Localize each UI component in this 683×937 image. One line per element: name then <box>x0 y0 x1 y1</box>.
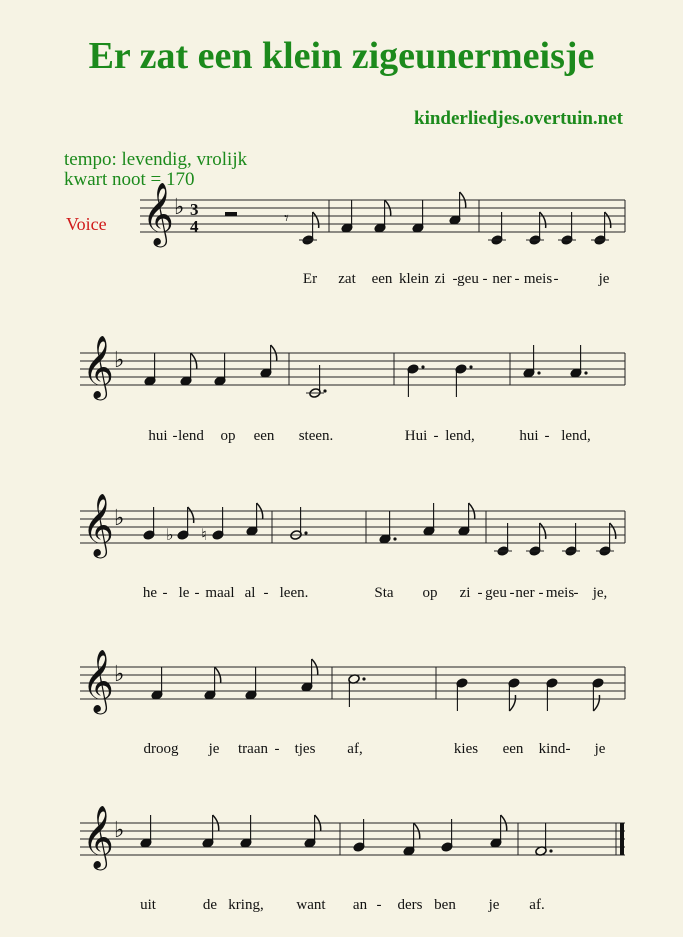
lyric-syllable: Hui <box>404 428 428 444</box>
lyric-syllable: want <box>296 897 326 913</box>
lyric-syllable: meis <box>523 271 553 287</box>
note-dot <box>362 677 365 680</box>
lyric-hyphen: - <box>263 585 269 601</box>
lyric-syllable: lend <box>178 428 204 444</box>
lyric-syllable: kring, <box>228 897 264 913</box>
lyric-syllable: de <box>202 897 218 913</box>
flat-key-signature: ♭ <box>174 195 185 220</box>
lyric-hyphen: - <box>573 585 579 601</box>
lyric-syllable: een <box>253 428 275 444</box>
lyric-hyphen: - <box>477 585 483 601</box>
lyric-syllable: he <box>142 585 158 601</box>
note-dot <box>537 371 540 374</box>
tempo-line-2: kwart noot = 170 <box>64 169 195 190</box>
lyric-syllable: Er <box>302 271 318 287</box>
lyric-syllable: ner <box>515 585 535 601</box>
lyric-hyphen: - <box>274 741 280 757</box>
lyric-syllable: ner <box>492 271 512 287</box>
lyric-syllable: op <box>220 428 236 444</box>
eighth-flag <box>509 695 515 711</box>
eighth-rest: 𝄾 <box>284 208 289 229</box>
eighth-flag <box>188 507 194 523</box>
lyric-hyphen: - <box>172 428 178 444</box>
lyric-hyphen: - <box>162 585 168 601</box>
lyric-syllable: leen. <box>279 585 309 601</box>
treble-clef-icon: 𝄞 <box>82 493 114 556</box>
note-dot <box>584 371 587 374</box>
lyric-hyphen: - <box>553 271 559 287</box>
lyric-syllable: je <box>208 741 220 757</box>
lyric-syllable: hui <box>148 428 168 444</box>
treble-clef-icon: 𝄞 <box>82 805 114 868</box>
lyric-syllable: je <box>598 271 610 287</box>
flat-key-signature: ♭ <box>114 506 125 531</box>
lyric-syllable: een <box>502 741 524 757</box>
lyric-syllable: je, <box>592 585 608 601</box>
lyric-syllable: steen. <box>298 428 334 444</box>
lyric-hyphen: - <box>376 897 382 913</box>
lyric-hyphen: - <box>544 428 550 444</box>
eighth-flag <box>605 212 611 228</box>
instrument-label: Voice <box>66 214 107 234</box>
lyric-syllable: zat <box>338 271 356 287</box>
note-dot <box>421 365 424 368</box>
lyric-syllable: uit <box>140 897 156 913</box>
half-rest <box>225 212 237 216</box>
lyric-syllable: klein <box>399 271 429 287</box>
lyric-hyphen: - <box>482 271 488 287</box>
lyric-syllable: kies <box>453 741 479 757</box>
time-signature-top: 3 <box>190 200 199 219</box>
lyric-syllable: af. <box>529 897 545 913</box>
lyric-syllable: zi <box>434 271 446 287</box>
lyric-syllable: an <box>352 897 368 913</box>
time-signature-bottom: 4 <box>190 217 199 236</box>
song-title: Er zat een klein zigeunermeisje <box>88 35 595 77</box>
note-dot <box>549 849 552 852</box>
lyric-hyphen: - <box>565 741 571 757</box>
treble-clef-icon: 𝄞 <box>142 182 174 245</box>
lyric-syllable: je <box>594 741 606 757</box>
lyric-syllable: ders <box>397 897 423 913</box>
note-dot <box>469 365 472 368</box>
lyric-syllable: zi <box>459 585 471 601</box>
treble-clef-icon: 𝄞 <box>82 649 114 712</box>
lyric-syllable: lend, <box>561 428 591 444</box>
lyric-syllable: le <box>178 585 190 601</box>
eighth-flag <box>313 212 319 228</box>
final-barline <box>620 823 624 855</box>
lyric-hyphen: - <box>433 428 439 444</box>
natural-accidental: ♮ <box>201 525 207 544</box>
lyric-syllable: meis <box>545 585 575 601</box>
lyric-hyphen: - <box>509 585 515 601</box>
lyric-syllable: kind <box>538 741 566 757</box>
treble-clef-icon: 𝄞 <box>82 335 114 398</box>
lyric-syllable: droog <box>143 741 179 757</box>
lyric-syllable: traan <box>238 741 268 757</box>
flat-key-signature: ♭ <box>114 662 125 687</box>
lyric-hyphen: - <box>538 585 544 601</box>
lyric-hyphen: - <box>194 585 200 601</box>
lyric-syllable: af, <box>347 741 363 757</box>
website-label[interactable]: kinderliedjes.overtuin.net <box>414 108 623 129</box>
flat-accidental: ♭ <box>166 525 174 544</box>
lyric-syllable: hui <box>519 428 539 444</box>
eighth-flag <box>610 523 616 539</box>
lyric-syllable: al <box>244 585 256 601</box>
lyric-syllable: je <box>488 897 500 913</box>
note-dot <box>304 531 307 534</box>
lyric-syllable: geu <box>457 271 479 287</box>
lyric-syllable: een <box>371 271 393 287</box>
note-dot <box>393 537 396 540</box>
flat-key-signature: ♭ <box>114 818 125 843</box>
lyric-syllable: maal <box>205 585 235 601</box>
flat-key-signature: ♭ <box>114 348 125 373</box>
tempo-line-1: tempo: levendig, vrolijk <box>64 149 248 170</box>
lyric-syllable: geu <box>485 585 507 601</box>
eighth-flag <box>593 695 599 711</box>
lyric-syllable: op <box>422 585 438 601</box>
lyric-syllable: Sta <box>374 585 394 601</box>
note-dot <box>323 389 326 392</box>
lyric-syllable: tjes <box>294 741 316 757</box>
lyric-hyphen: - <box>452 271 458 287</box>
lyric-hyphen: - <box>514 271 520 287</box>
eighth-flag <box>540 212 546 228</box>
lyric-syllable: lend, <box>445 428 475 444</box>
lyric-syllable: ben <box>434 897 456 913</box>
eighth-flag <box>540 523 546 539</box>
